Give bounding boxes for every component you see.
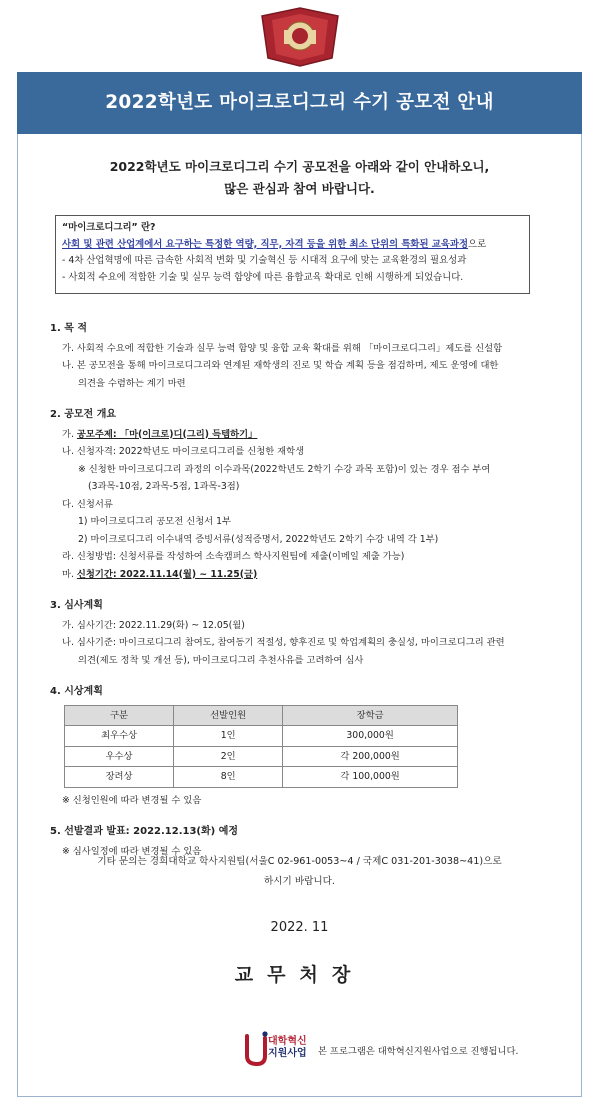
- contact-info: [17, 852, 582, 892]
- list-item: 가. 사회적 수요에 적합한 기술과 실무 능력 함양 및 융합 교육 확대를 위해 「마이크로디그리」제도를 신설함: [62, 342, 503, 354]
- item-prefix: 마.: [62, 568, 77, 580]
- table-cell: 우수상: [65, 746, 174, 767]
- item-prefix: 가.: [62, 428, 77, 440]
- definition-question: “마이크로디그리” 란?: [62, 222, 156, 233]
- table-cell: 최우수상: [65, 726, 174, 747]
- footer-note: 본 프로그램은 대학혁신지원사업으로 진행됩니다.: [318, 1046, 519, 1057]
- definition-bullet-1: - 4차 산업혁명에 따른 급속한 사회적 변화 및 기술혁신 등 시대적 요구에 맞는 교육환경의 필요성과: [62, 255, 467, 266]
- section-awards: [50, 683, 550, 809]
- list-item: 라. 신청방법: 신청서류를 작성하여 소속캠퍼스 학사지원팀에 제출(이메일 제출 가능): [62, 551, 405, 562]
- table-cell: 1인: [174, 726, 283, 747]
- table-cell: 각 200,000원: [283, 746, 458, 767]
- contact-line-1: 기타 문의는 경희대학교 학사지원팀(서울C 02-961-0053~4 / 국제C 031-201-3038~41)으로: [97, 856, 502, 867]
- page-title: 2022학년도 마이크로디그리 수기 공모전 안내: [17, 72, 582, 134]
- table-row: [65, 746, 458, 767]
- section-purpose: [50, 320, 550, 392]
- table-cell: 300,000원: [283, 726, 458, 747]
- table-cell: 각 100,000원: [283, 767, 458, 788]
- application-period: 신청기간: 2022.11.14(월) ~ 11.25(금): [76, 568, 258, 580]
- note-cont: (3과목-10점, 2과목-5점, 1과목-3점): [88, 481, 240, 492]
- intro-line-1: 2022학년도 마이크로디그리 수기 공모전을 아래와 같이 안내하오니,: [109, 159, 490, 174]
- sub-item: 1) 마이크로디그리 공모전 신청서 1부: [78, 516, 232, 527]
- section-title: 4. 시상계획: [50, 686, 103, 697]
- list-item: 나. 본 공모전을 통해 마이크로디그리와 연계된 재학생의 진로 및 학습 계획 등을 점검하며, 제도 운영에 대한: [62, 360, 499, 371]
- sub-item: 2) 마이크로디그리 이수내역 증빙서류(성적증명서, 2022학년도 2학기 수강 내역 각 1부): [78, 533, 439, 545]
- section-review: [50, 597, 550, 669]
- contact-line-2: 하시기 바랍니다.: [264, 876, 335, 887]
- section-overview: [50, 406, 550, 583]
- table-header-row: [65, 705, 458, 726]
- award-table: [64, 705, 458, 788]
- list-item: [50, 566, 550, 584]
- list-item: 나. 심사기준: 마이크로디그리 참여도, 참여동기 적절성, 향후진로 및 학업계획의 충실성, 마이크로디그리 관련: [62, 637, 505, 648]
- list-item: [50, 426, 550, 444]
- list-item-cont: 의견을 수렴하는 계기 마련: [78, 377, 186, 389]
- column-header: 구분: [65, 705, 174, 726]
- logo-line-1: 대학혁신: [268, 1036, 307, 1047]
- table-cell: 장려상: [65, 767, 174, 788]
- section-title: 1. 목 적: [50, 323, 88, 334]
- signature-office: 교무처장: [234, 964, 365, 986]
- intro-line-2: 많은 관심과 참여 바랍니다.: [224, 181, 375, 196]
- note: ※ 신청인원에 따라 변경될 수 있음: [62, 794, 202, 806]
- intro-text: [17, 156, 582, 200]
- note: ※ 신청한 마이크로디그리 과정의 이수과목(2022학년도 2학기 수강 과목 포함)이 있는 경우 점수 부여: [78, 463, 491, 475]
- section-title: 2. 공모전 개요: [50, 409, 117, 420]
- issue-date: 2022. 11: [270, 920, 329, 935]
- table-row: [65, 726, 458, 747]
- list-item: 가. 심사기간: 2022.11.29(화) ~ 12.05(월): [62, 619, 245, 631]
- definition-highlight: 사회 및 관련 산업계에서 요구하는 특정한 역량, 직무, 자격 등을 위한 최소 단위의 특화된 교육과정: [62, 238, 469, 250]
- definition-highlight-suffix: 으로: [468, 238, 487, 250]
- definition-box: [55, 215, 530, 294]
- table-cell: 2인: [174, 746, 283, 767]
- definition-bullet-2: - 사회적 수요에 적합한 기술 및 실무 능력 함양에 따른 융합교육 확대로 인해 시행하게 되었습니다.: [62, 271, 464, 283]
- contest-topic: 공모주제: 「마(이크로)디(그리) 득템하기」: [76, 428, 258, 440]
- table-row: [65, 767, 458, 788]
- list-item-cont: 의견(제도 정착 및 개선 등), 마이크로디그리 추천사유를 고려하여 심사: [78, 654, 364, 666]
- column-header: 선발인원: [174, 705, 283, 726]
- document-body: [50, 320, 550, 860]
- definition-highlight-line: [62, 237, 523, 254]
- section-title: 5. 선발결과 발표: 2022.12.13(화) 예정: [50, 826, 239, 837]
- university-emblem: [258, 6, 342, 68]
- logo-text: [268, 1036, 307, 1060]
- section-title: 3. 심사계획: [50, 600, 103, 611]
- logo-line-2: 지원사업: [268, 1048, 307, 1059]
- table-cell: 8인: [174, 767, 283, 788]
- list-item: 다. 신청서류: [62, 498, 113, 510]
- note: ※ 심사일정에 따라 변경될 수 있음: [62, 845, 202, 857]
- column-header: 장학금: [283, 705, 458, 726]
- list-item: 나. 신청자격: 2022학년도 마이크로디그리를 신청한 재학생: [62, 446, 305, 457]
